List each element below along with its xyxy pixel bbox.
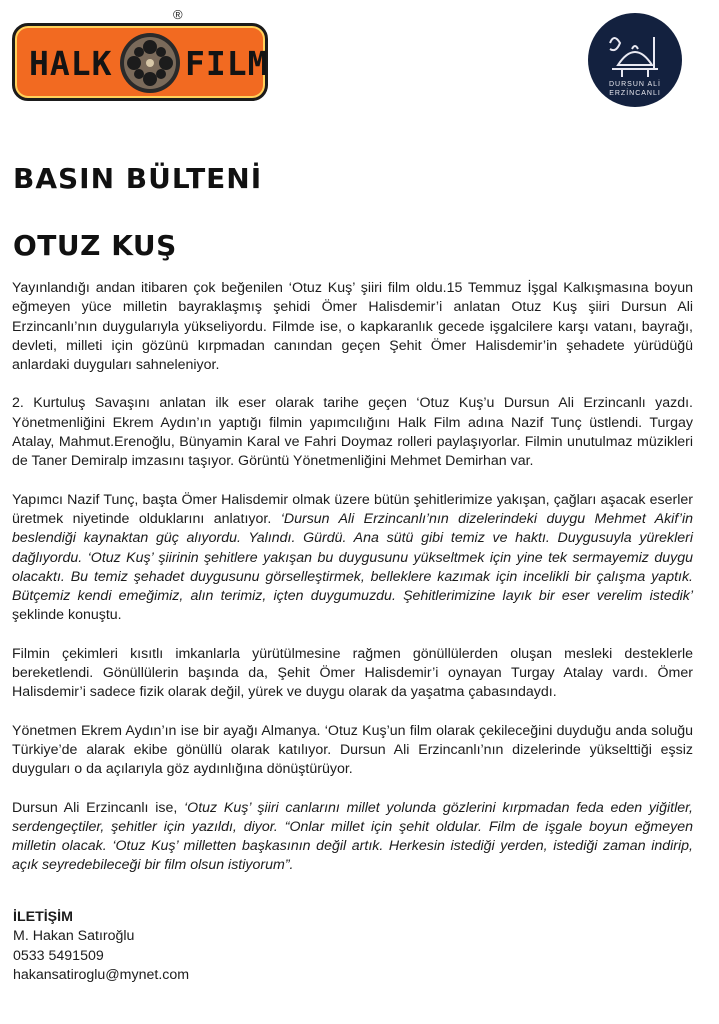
paragraph-6-quote: ‘Otuz Kuş’ şiiri canlarını millet yolunda gözlerini kırpmadan feda eden yiğitler, serdengeçtiler, şehitler için yazıldı, diyor. “Onlar millet için şehit oldular. Film de işgale boyun eğmeyen milletin olacak. ‘Otuz Kuş’ milletten başkasının değil artık. Herkesin istediği yerden, istediği zaman indirip, açık seyredebileceği bir film olsun istiyorum”.: [12, 799, 693, 874]
paragraph-3-outro: şeklinde konuştu.: [12, 607, 122, 624]
page-title: OTUZ KUŞ: [13, 229, 177, 262]
contact-phone: 0533 5491509: [13, 947, 104, 964]
section-label: BASIN BÜLTENİ: [13, 162, 263, 195]
paragraph-3: [12, 491, 693, 626]
article-body: [12, 279, 693, 895]
paragraph-3-quote: ‘Dursun Ali Erzincanlı’nın dizelerindeki duygu Mehmet Akif’in beslendiği kaynaktan güç alıyordu. Yalındı. Gürdü. Ana sütü gibi temiz ve haktı. Duygusuyla yürekleri dağlıyordu. ‘Otuz Kuş’ şiirinin şehitlere yakışan bu duygusunu yükseltmek için yine tek sermayemiz duygu olacaktı. Bu temiz şehadet duygusunu görselleştirmek, belleklere kazımak için incelikli bir çalışma yaptık. Bütçemiz kendi emeğimiz, alın terimiz, içten duygumuzdu. Şehitlerimizine layık bir eser verelim istedik’: [12, 510, 694, 605]
paragraph-4: Filmin çekimleri kısıtlı imkanlarla yürütülmesine rağmen gönüllülerden oluşan mesleki desteklerle bereketlendi. Gönüllülerin başında da, Şehit Ömer Halisdemir’i oynayan Turgay Atalay vardı. Ömer Halisdemir’i sadece fizik olarak değil, yürek ve duygu olarak da yaşatma çabasındaydı.: [12, 645, 693, 701]
paragraph-3-intro: Yapımcı Nazif Tunç, başta Ömer Halisdemir olmak üzere bütün şehitlerimize yakışan, çağları aşacak eserler üretmek niyetinde olduklarını anlatıyor.: [12, 491, 693, 527]
dursun-ali-erzincanli-logo: [588, 13, 682, 107]
logo-word-film: FILM: [185, 44, 269, 83]
paragraph-5: Yönetmen Ekrem Aydın’ın ise bir ayağı Almanya. ‘Otuz Kuş’un film olarak çekileceğini duyduğu anda soluğu Türkiye’de alarak ekibe gönüllü olarak katılıyor. Dursun Ali Erzincanlı’nın dizelerinde yükselttiği eşsiz duyguları o da açılarıyla göz aydınlığına dönüştürüyor.: [12, 722, 693, 778]
logo-caption-line2: ERZİNCANLI: [609, 90, 661, 97]
halk-film-logo: [12, 7, 269, 101]
logo-caption-line1: DURSUN ALİ: [608, 81, 661, 88]
contact-email: hakansatiroglu@mynet.com: [13, 966, 190, 983]
registered-mark: ®: [173, 7, 183, 22]
paragraph-1: Yayınlandığı andan itibaren çok beğenilen ‘Otuz Kuş’ şiiri film oldu.15 Temmuz İşgal Kalkışmasına boyun eğmeyen yüce milletin bayraklaşmış şehidi Ömer Halisdemir’i anlatan Otuz Kuş şiiri Dursun Ali Erzincanlı’nın duygularıyla yükseliyordu. Filmde ise, o kapkaranlık gecede işgalcilere karşı vatanı, bayrağı, devleti, milleti için gözünü kırpmadan canından geçen Şehit Ömer Halisdemir’in şehadete yürüdüğü anlardaki duyguları sahneleniyor.: [12, 280, 693, 374]
paragraph-6: [12, 799, 693, 876]
paragraph-2: 2. Kurtuluş Savaşını anlatan ilk eser olarak tarihe geçen ‘Otuz Kuş’u Dursun Ali Erzincanlı yazdı. Yönetmenliğini Ekrem Aydın’ın yaptığı filmin yapımcılığını Halk Film adına Nazif Tunç üstlendi. Turgay Atalay, Mahmut.Erenoğlu, Bünyamin Karal ve Fahri Doymaz rolleri paylaşıyorlar. Filmin unutulmaz müzikleri de Taner Demiralp imzasını taşıyor. Görüntü Yönetmenliğini Mehmet Demirhan var.: [12, 395, 693, 470]
contact-name: M. Hakan Satıroğlu: [13, 928, 135, 945]
logo-word-halk: HALK: [29, 44, 113, 83]
contact-label: İLETİŞİM: [13, 909, 73, 925]
contact-block: [13, 908, 189, 985]
paragraph-6-intro: Dursun Ali Erzincanlı ise,: [12, 799, 185, 816]
film-reel-icon: [118, 31, 182, 95]
